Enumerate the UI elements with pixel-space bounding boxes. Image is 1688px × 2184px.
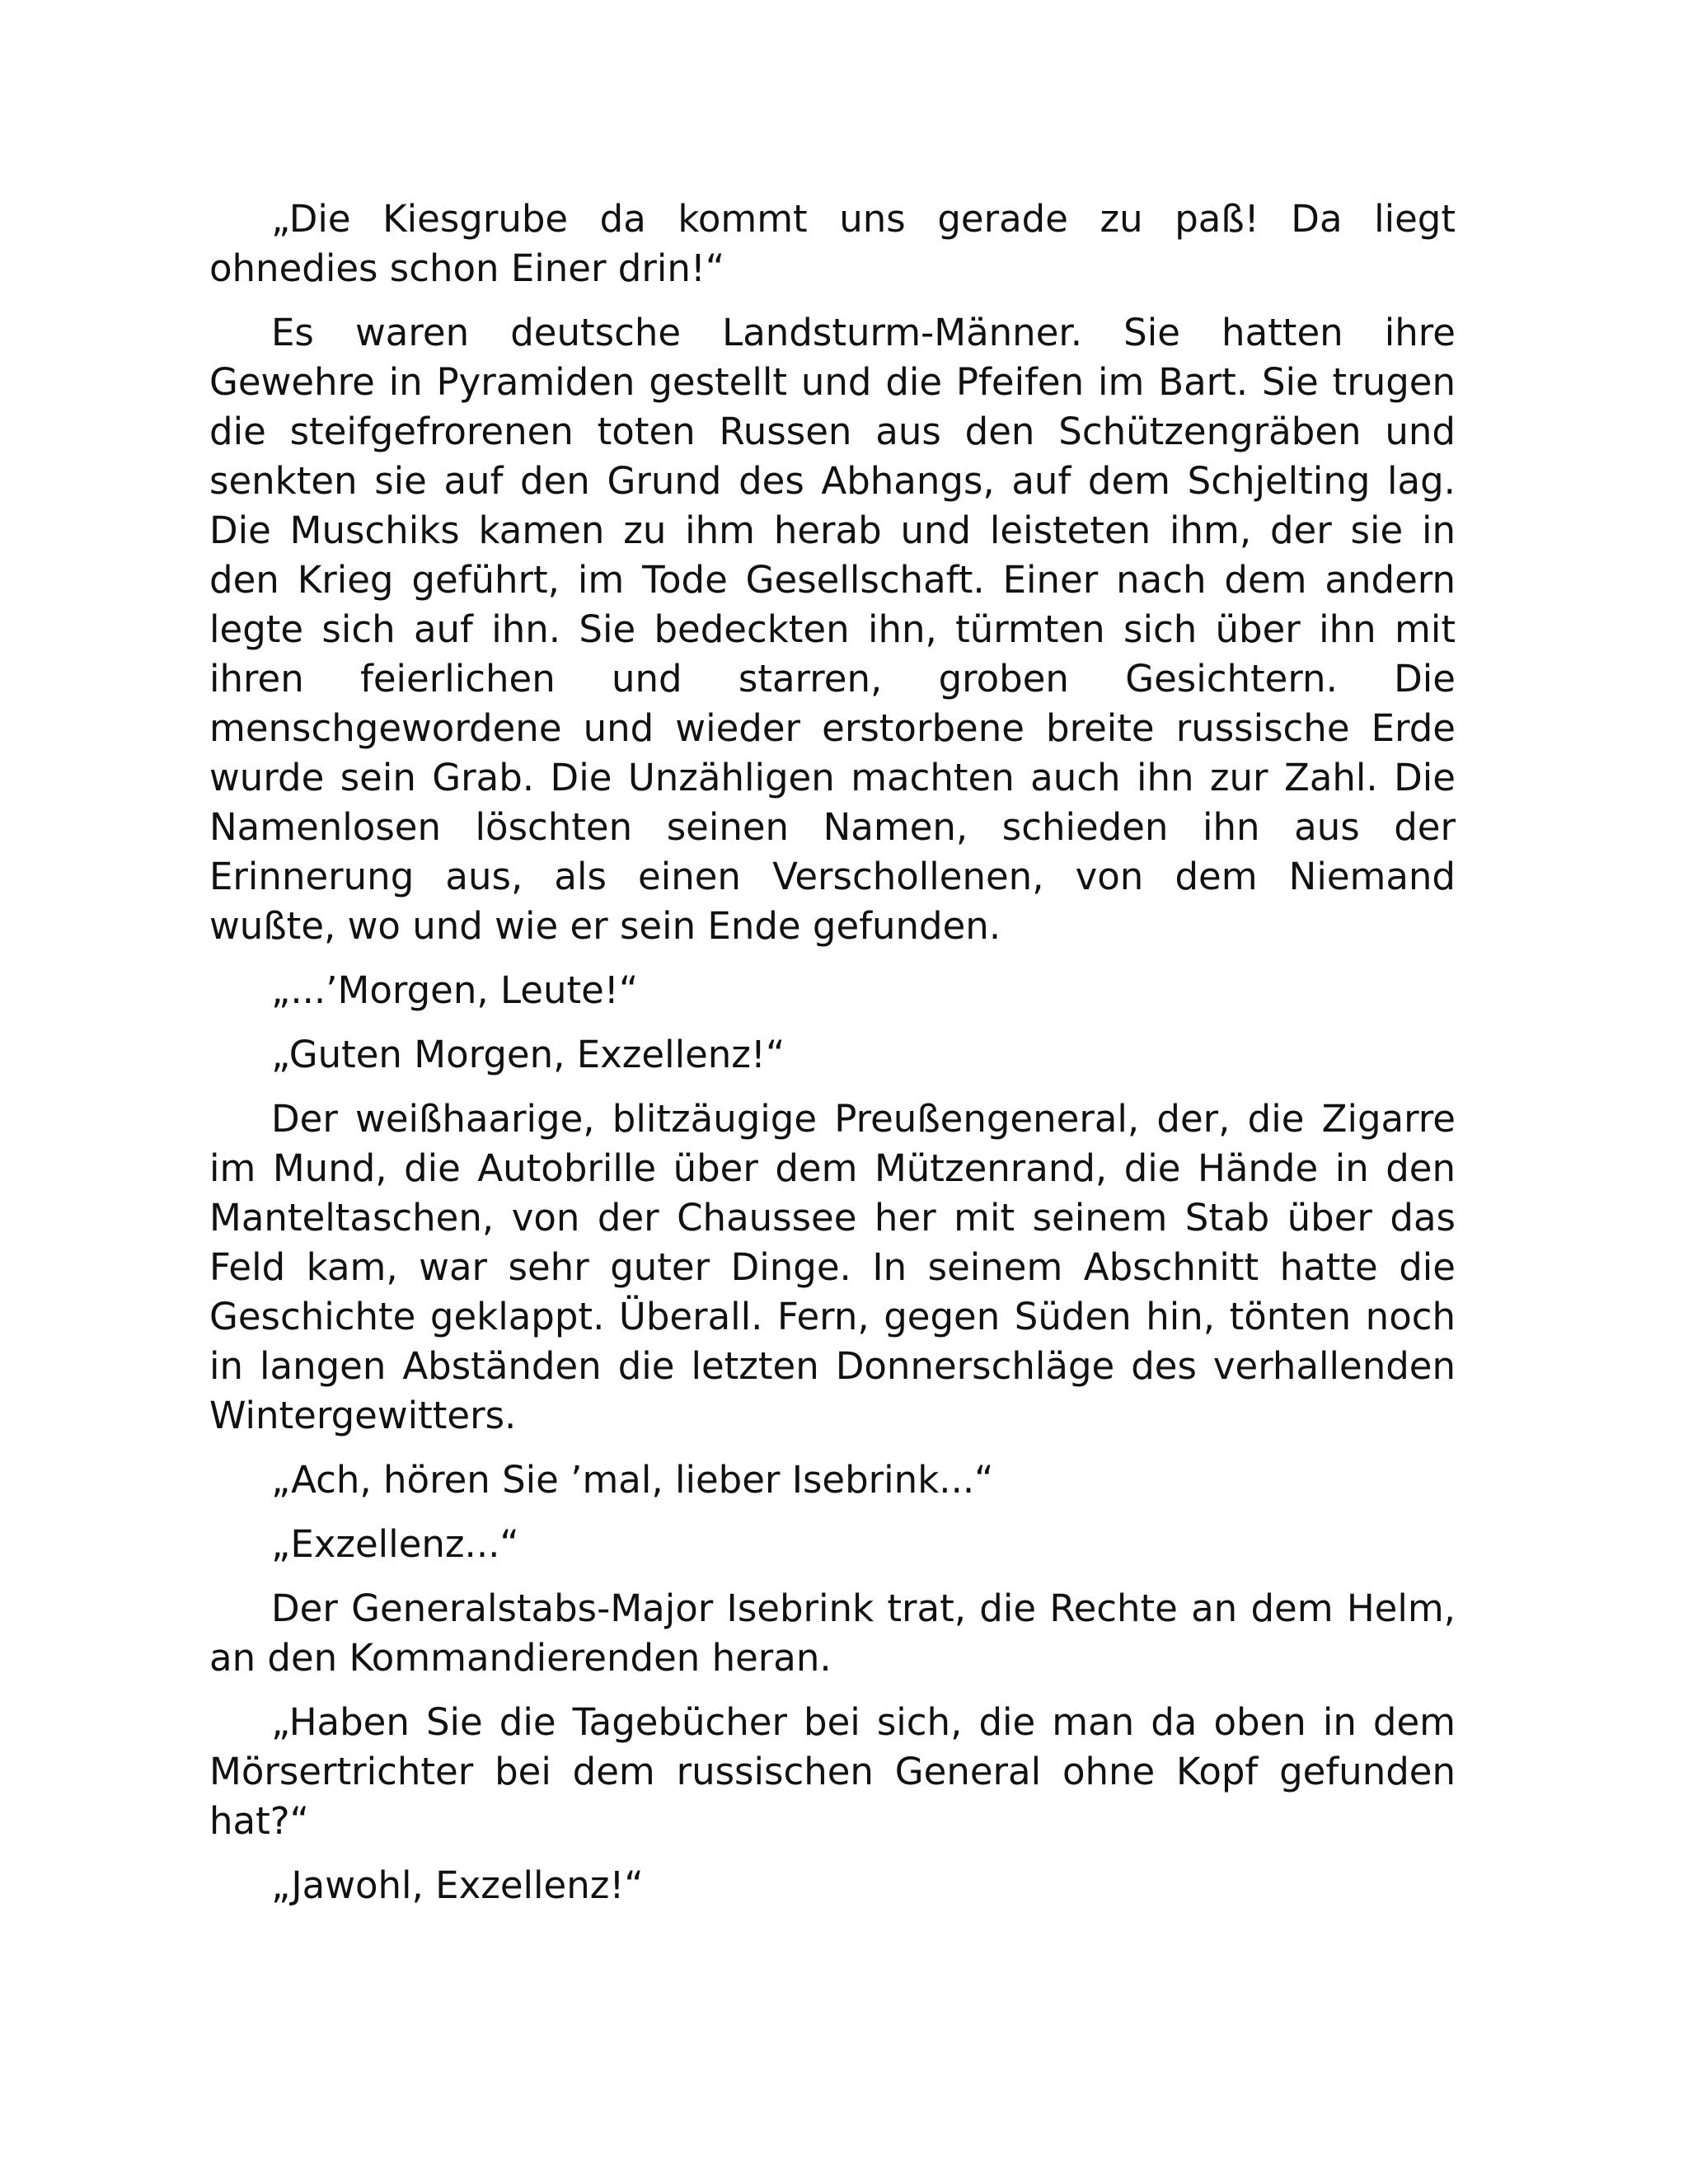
paragraph: „Jawohl, Exzellenz!“: [271, 1863, 644, 1907]
paragraph: Der weißhaarige, blitzäugige Preußengeneral, der, die Zigarre im Mund, die Autobrille über dem Mützenrand, die Hände in den Manteltaschen, von der Chaussee her mit seinem Stab über das Feld kam, war sehr guter Dinge. In seinem Abschnitt hatte die Geschichte geklappt. Überall. Fern, gegen Süden hin, tönten noch in langen Abständen die letzten Donnerschläge des verhallenden Wintergewitters.: [209, 1097, 1456, 1437]
paragraph: „...’Morgen, Leute!“: [271, 968, 639, 1012]
paragraph: „Die Kiesgrube da kommt uns gerade zu paß! Da liegt ohnedies schon Einer drin!“: [209, 197, 1456, 290]
page-body: [209, 194, 1456, 1925]
paragraph: „Exzellenz...“: [271, 1522, 519, 1566]
paragraph: Es waren deutsche Landsturm-Männer. Sie hatten ihre Gewehre in Pyramiden gestellt und die Pfeifen im Bart. Sie trugen die steifgefrorenen toten Russen aus den Schützengräben und senkten sie auf den Grund des Abhangs, auf dem Schjelting lag. Die Muschiks kamen zu ihm herab und leisteten ihm, der sie in den Krieg geführt, im Tode Gesellschaft. Einer nach dem andern legte sich auf ihn. Sie bedeckten ihn, türmten sich über ihn mit ihren feierlichen und starren, groben Gesichtern. Die menschgewordene und wieder erstorbene breite russische Erde wurde sein Grab. Die Unzähligen machten auch ihn zur Zahl. Die Namenlosen löschten seinen Namen, schieden ihn aus der Erinnerung aus, als einen Verschollenen, von dem Niemand wußte, wo und wie er sein Ende gefunden.: [209, 311, 1456, 948]
paragraph: Der Generalstabs-Major Isebrink trat, die Rechte an dem Helm, an den Kommandierenden heran.: [209, 1586, 1456, 1680]
paragraph: „Haben Sie die Tagebücher bei sich, die man da oben in dem Mörsertrichter bei dem russischen General ohne Kopf gefunden hat?“: [209, 1700, 1456, 1843]
paragraph: „Ach, hören Sie ’mal, lieber Isebrink...“: [271, 1458, 994, 1502]
paragraph: „Guten Morgen, Exzellenz!“: [271, 1033, 785, 1076]
